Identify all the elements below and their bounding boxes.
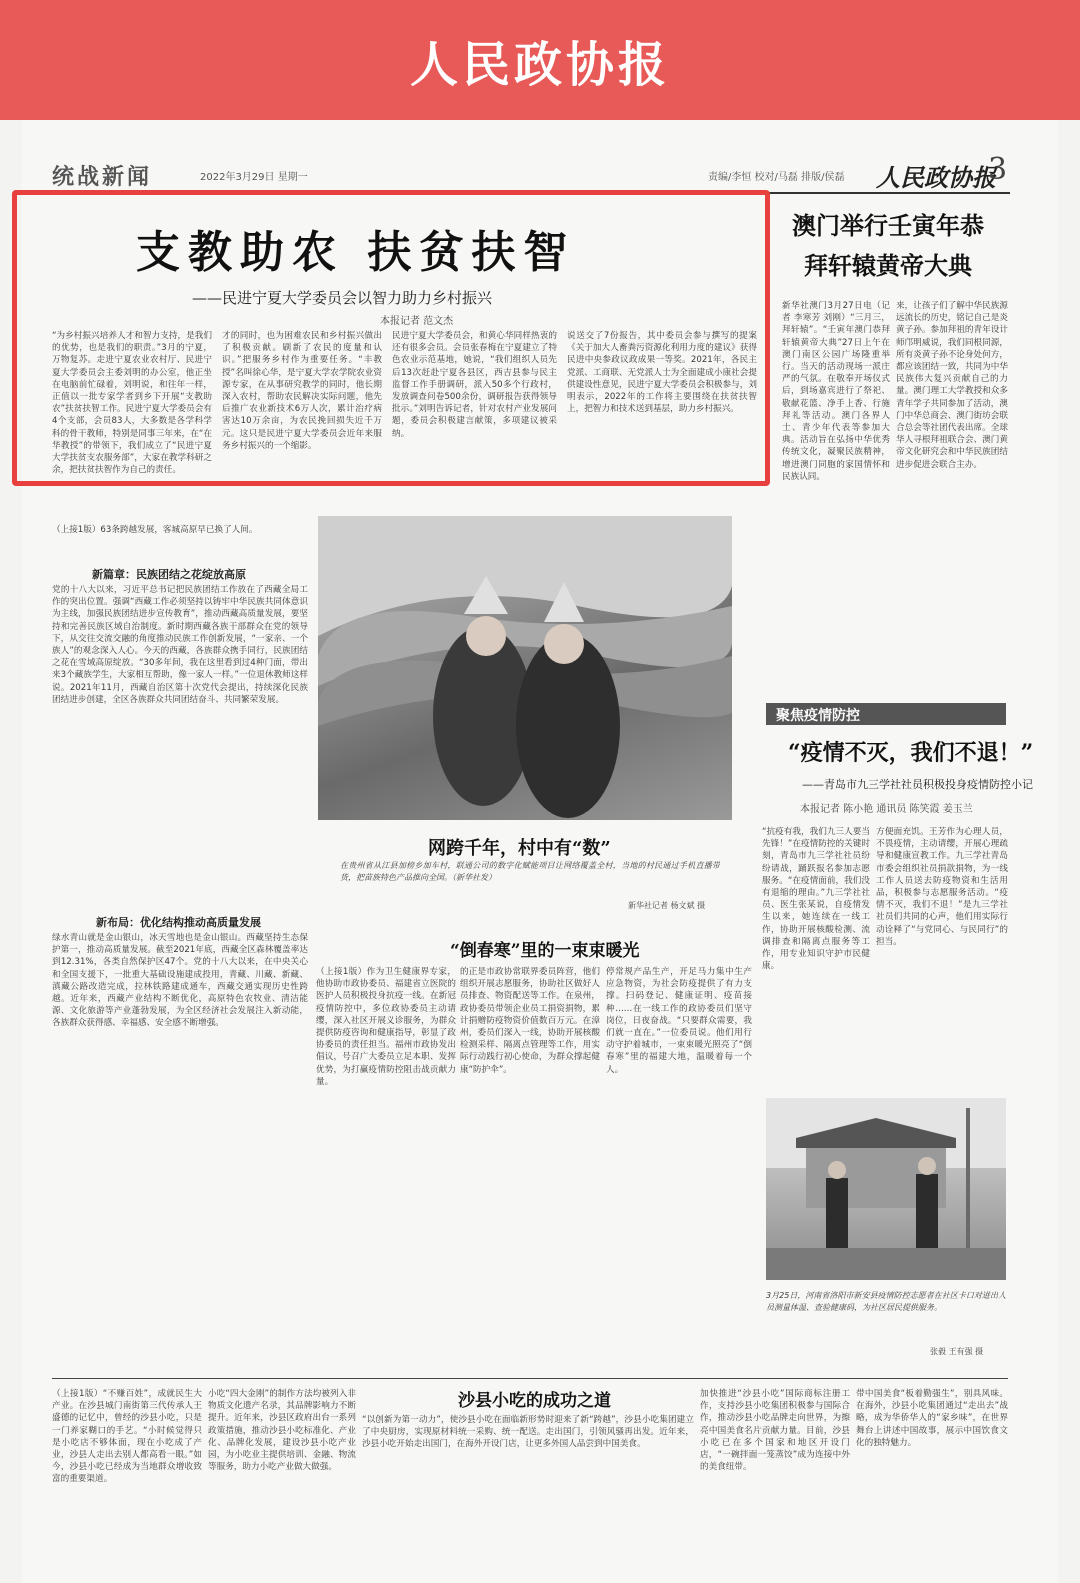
volunteer-photo [766, 1098, 1006, 1280]
section-tag: 聚焦疫情防控 [776, 708, 860, 724]
photo-caption-text: 在贵州省从江县加榜乡加车村，联通公司的数字化赋能项目让网络覆盖全村，当地的村民通过手机直播带货，把苗族特色产品推向全国。（新华社发） [340, 861, 720, 883]
village-photo-image [318, 516, 732, 820]
warm-article-col2: 的正是市政协常联界委员阵营，他们组织开展志愿服务，协助社区做好人员排查、物资配送等工作。在泉州，政协委员带领企业员工捐资捐物，累计捐赠防疫物资价值数百万元。在漳州，委员们深入一线，协助开展核酸检测采样、隔离点管理等工作，用实际行动践行初心使命，为群众撑起健康“防护伞”。 [460, 967, 600, 1075]
volunteer-photo-image [766, 1098, 1006, 1280]
photo-credit: 新华社记者 杨文斌 摄 [628, 901, 706, 910]
warm-article-title: “倒春寒”里的一束束暖光 [450, 941, 640, 961]
left-article-col2: 绿水青山就是金山银山，冰天雪地也是金山银山。西藏坚持生态保护第一，推动高质量发展。截至2021年底，西藏全区森林覆盖率达到12.31%，各类自然保护区47个。党的十八大以来，在中央关心和全国支援下，一批重大基础设施建成投用，青藏、川藏、新藏、滇藏公路改造完成，拉林铁路建成通车，西藏交通实现历史性跨越。近年来，西藏产业结构不断优化，高原特色农牧业、清洁能源、文化旅游等产业蓬勃发展，为全区经济社会发展注入新动能，各族群众获得感、幸福感、安全感不断增强。 [52, 933, 308, 1029]
shaxian-article-col1: （上接1版）“不赚百姓”，成就民生大产业。在沙县城门南街第三代传承人王盛德的记忆中，曾经的沙县小吃，只是一门养家糊口的手艺。“小时候觉得只是小吃店不够体面，现在小吃成了产业，沙县人走出去别人都高看一眼。”如今，沙县小吃已经成为当地群众增收致富的重要渠道。 [52, 1389, 202, 1485]
shaxian-article-col3: “以创新为第一动力”，使沙县小吃在面临新形势时迎来了新“跨越”，沙县小吃集团建立了中央厨房，实现原材料统一采购、统一配送。走出国门，引领风骚再出发。近年来，沙县小吃开始走出国门，在海外开设门店，让更多外国人品尝到中国美食。 [362, 1415, 694, 1450]
newspaper-masthead: 人民政协报 [409, 36, 670, 93]
lead-article-col2: 才的同时，也为困难农民和乡村振兴做出了积极贡献。刷新了农民的度量和认识。”把服务乡村作为重要任务。“丰教授”名叫徐心华，是宁夏大学农学院农业资源专家，在从事研究教学的同时，他长期深入农村，帮助农民解决实际问题，他先后推广农业新技术6万人次，累计治疗病害达10万余亩，为农民挽回损失近千万元。这只是民进宁夏大学委员会近年来服务乡村振兴的一个缩影。 [222, 331, 382, 451]
newspaper-banner [0, 0, 1080, 120]
volunteer-photo-caption: 3月25日，河南省洛阳市新安县疫情防控志愿者在社区卡口对进出人员测量体温、查验健康码，为社区居民提供服务。 [766, 1291, 1006, 1313]
bottom-divider [52, 1378, 1008, 1379]
epidemic-article-col2: 方便面充饥。王芳作为心理人员，不畏疫情，主动请缨，开展心理疏导和健康宣教工作。九三学社青岛市委会组织社员捐款捐物，为一线工作人员送去防疫物资和生活用品，积极参与志愿服务活动。“疫情不灭，我们不退！”是九三学社社员们共同的心声，他们用实际行动诠释了“与党同心、与民同行”的担当。 [876, 827, 1008, 947]
lead-article-byline: 本报记者 范文杰 [380, 316, 454, 327]
macau-article-col2: 来，让孩子们了解中华民族源远流长的历史，铭记自己是炎黄子孙。参加拜祖的青年设计师邝明威说，我们同根同源，所有炎黄子孙不论身处何方，都应该团结一致，共同为中华民族伟大复兴贡献自己的力量。澳门理工大学教授和众多青年学子共同参加了活动，澳门中华总商会、澳门街坊会联合总会等社团代表出席。全球华人寻根拜祖联合会、澳门黄帝文化研究会和中华民族团结进步促进会联合主办。 [896, 301, 1008, 470]
lead-article-col3: 民进宁夏大学委员会，和黄心华同样热衷的还有很多会员。会员张春梅在宁夏建立了特色农业示范基地，她说，“我们组织人员先后13次赶赴宁夏各县区，西吉县参与民主监督工作手册调研，派入50多个行政村，发放调查问卷500余份，调研报告获得领导批示。”刘明告诉记者，针对农村产业发展问题，委员会积极建言献策，多项建议被采纳。 [392, 331, 557, 439]
epidemic-article-subtitle: ——青岛市九三学社社员积极投身疫情防控小记 [802, 778, 1033, 791]
shaxian-article-col2: 小吃“四大金刚”的制作方法均被列入非物质文化遗产名录，其品牌影响力不断提升。近年来，沙县区政府出台一系列政策措施，推动沙县小吃标准化、产业化、品牌化发展，建设沙县小吃产业园，为小吃业主提供培训、金融、物流等服务，助力小吃产业做大做强。 [208, 1389, 356, 1473]
paper-logo: 人民政协报 [876, 163, 996, 192]
shaxian-article-title: 沙县小吃的成功之道 [458, 1391, 611, 1411]
warm-article-col1: （上接1版）作为卫生健康界专家，他协助市政协委员、福建省立医院的医护人员积极投身抗疫一线。在新冠疫情防控中，多位政协委员主动请缨，深入社区开展义诊服务，为群众提供防疫咨询和健康指导，彰显了政协委员的责任担当。福州市政协发出倡议，号召广大委员立足本职、发挥优势，为打赢疫情防控阻击战贡献力量。 [316, 967, 456, 1087]
section-title: 统战新闻 [52, 165, 153, 190]
epidemic-article-byline: 本报记者 陈小艳 通讯员 陈笑霞 姜玉兰 [800, 804, 973, 815]
epidemic-article-title: “疫情不灭，我们不退！” [788, 740, 1034, 766]
warm-article-col3: 停常规产品生产，开足马力集中生产应急物资，为社会防疫提供了有力支撑。扫码登记、健康证明、疫苗接种……在一线工作的政协委员们坚守岗位，日夜奋战。“只要群众需要，我们就一直在。”一位委员说。他们用行动守护着城市，一束束暖光照亮了“倒春寒”里的福建大地，温暖着每一个人。 [606, 967, 752, 1075]
volunteer-photo-credit: 张毅 王有强 摄 [930, 1347, 984, 1356]
lead-article-title: 支教助农 扶贫扶智 [136, 227, 576, 278]
shaxian-article-col5: 带中国美食“板着勤强生”，别具风味。在海外，沙县小吃集团通过“走出去”战略，成为华侨华人的“家乡味”，在世界舞台上讲述中国故事，展示中国饮食文化的独特魅力。 [856, 1389, 1008, 1448]
macau-article-title: 澳门举行壬寅年恭拜轩辕黄帝大典 [792, 211, 984, 280]
issue-date: 2022年3月29日 星期一 [200, 172, 308, 183]
highlight-frame [12, 190, 770, 486]
lead-article-col1: “为乡村振兴培养人才和智力支持，是我们的优势，也是我们的职责。”3月的宁夏，万物复苏。走进宁夏农业农村厅、民进宁夏大学委员会主委刘明的办公室，他正坐在电脑前忙碌着，刘明说，和往年一样，正值以一批专家学者到乡下开展“支教助农”扶贫扶智工作。民进宁夏大学委员会有4个支部，会员83人，大多数是各学科学科的骨干教师，特别是同事三年来，在“在华教授”的带领下，我们成立了“民进宁夏大学扶贫支农服务部”，大家在教学科研之余，把扶贫扶智作为自己的责任。 [52, 331, 212, 476]
page-number: 3 [988, 152, 1008, 187]
photo-caption-title: 网跨千年，村中有“数” [428, 838, 611, 859]
editor-credits: 责编/李恒 校对/马磊 排版/侯磊 [708, 172, 845, 183]
lead-article-subtitle: ——民进宁夏大学委员会以智力助力乡村振兴 [192, 289, 493, 307]
left-article-col1: 党的十八大以来，习近平总书记把民族团结工作放在了西藏全局工作的突出位置。强调“西藏工作必须坚持以铸牢中华民族共同体意识为主线，加强民族团结进步宣传教育”，推动西藏高质量发展，要坚持和完善民族区域自治制度。新时期西藏各族干部群众在党的领导下，从交往交流交融的角度推动民族工作创新发展，“一家亲、一个族人”的观念深入人心。今天的西藏，各族群众携手同行，民族团结之花在雪域高原绽放。“30多年间，我在这里看到过4种门面，带出来3个藏族学生，大家相互帮助，像一家人一样。”一位退休教师这样说。2021年11月，西藏自治区第十次党代会提出，持续深化民族团结进步创建，全区各族群众共同团结奋斗、共同繁荣发展。 [52, 585, 308, 705]
left-article-subhead-2: 新布局：优化结构推动高质量发展 [96, 916, 261, 929]
village-photo [318, 516, 732, 820]
left-article-lead: （上接1版）63条跨越发展，客城高原早已换了人间。 [52, 525, 258, 535]
macau-article-col1: 新华社澳门3月27日电（记者 李寒芳 刘刚）“三月三，拜轩辕”。“壬寅年澳门恭拜轩辕黄帝大典”27日上午在澳门南区公园广场隆重举行。当天的活动现场一派庄严的气氛。在敬奉开场仪式后，到场嘉宾进行了祭祀、敬献花篮、净手上香、行施拜礼等活动。澳门各界人士、青少年代表等参加大典。活动旨在弘扬中华优秀传统文化，凝聚民族精神，增进澳门同胞的家国情怀和民族认同。 [782, 301, 890, 482]
epidemic-article-col1: “抗疫有我，我们九三人要当先锋！”在疫情防控的关键时刻，青岛市九三学社社员纷纷请战，踊跃报名参加志愿服务。“在疫情面前，我们没有退缩的理由。”九三学社社员、医生张某说，自疫情发生以来，她连续在一线工作，协助开展核酸检测、流调排查和隔离点服务等工作，用专业知识守护市民健康。 [762, 827, 870, 972]
lead-article-col4: 说送交了7份报告，其中委员会参与撰写的提案《关于加大人畜粪污资源化利用力度的建议》获得民进中央参政议政成果一等奖。2021年，各民主党派、工商联、无党派人士为全面建成小康社会提供建设性意见，民进宁夏大学委员会积极参与，刘明表示，2022年的工作将主要围绕在扶贫扶智上，把智力和技术送到基层，助力乡村振兴。 [567, 331, 757, 415]
left-article-subhead-1: 新篇章：民族团结之花绽放高原 [92, 568, 246, 581]
shaxian-article-col4: 加快推进“沙县小吃”国际商标注册工作，支持沙县小吃集团积极参与国际合作，推动沙县小吃品牌走向世界，为擦亮中国美食名片贡献力量。目前，沙县小吃已在多个国家和地区开设门店，“一碗拌面一笼蒸饺”成为连接中外的美食纽带。 [700, 1389, 850, 1473]
